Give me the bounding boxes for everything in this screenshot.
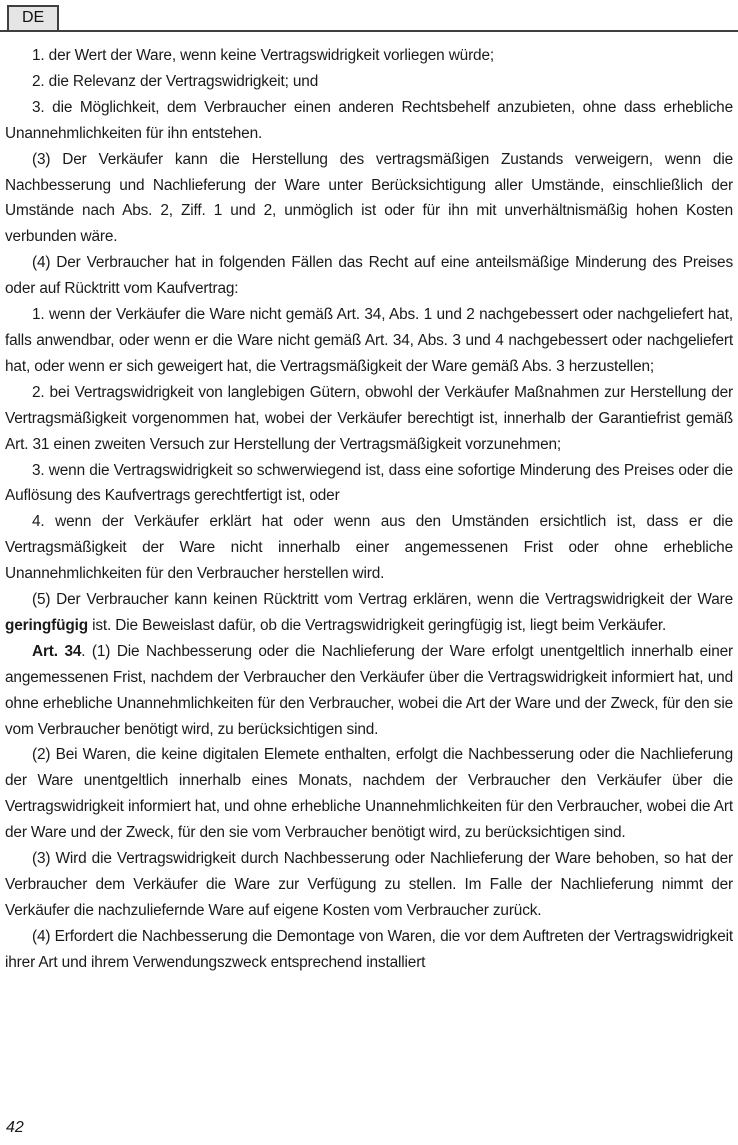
paragraph: (2) Bei Waren, die keine digitalen Elemete enthalten, erfolgt die Nachbesserung oder die Nachlieferung der Ware unentgeltlich innerhalb eines Monats, nachdem der Verbraucher den Verkäufer über die Vertragswidrigkeit informiert hat, und ohne erhebliche Unannehmlichkeiten für den Verbraucher, wobei die Art der Ware und der Zweck, für den sie vom Verbraucher benötigt wird, zu berücksichtigen sind.: [5, 746, 733, 842]
paragraph: 1. der Wert der Ware, wenn keine Vertragswidrigkeit vorliegen würde;: [32, 47, 494, 64]
document-body: [0, 32, 738, 976]
paragraph: 4. wenn der Verkäufer erklärt hat oder wenn aus den Umständen ersichtlich ist, dass er die Vertragsmäßigkeit der Ware nicht innerhalb einer angemessenen Frist oder ohne erhebliche Unannehmlichkeiten für den Verbraucher herstellen wird.: [5, 513, 733, 583]
paragraph: Art. 34. (1) Die Nachbesserung oder die Nachlieferung der Ware erfolgt unentgeltlich innerhalb einer angemessenen Frist, nachdem der Verbraucher den Verkäufer über die Vertragswidrigkeit informiert hat, und ohne erhebliche Unannehmlichkeiten für den Verbraucher, wobei die Art der Ware und der Zweck, für den sie vom Verbraucher benötigt wird, zu berücksichtigen sind.: [5, 642, 733, 738]
paragraph: (3) Der Verkäufer kann die Herstellung des vertragsmäßigen Zustands verweigern, wenn die Nachbesserung und Nachlieferung der Ware unter Berücksichtigung aller Umstände, einschließlich der Umstände nach Abs. 2, Ziff. 1 und 2, unmöglich ist oder für ihn mit unverhältnismäßig hohen Kosten verbunden wäre.: [5, 150, 733, 246]
language-tab-de[interactable]: DE: [7, 5, 59, 32]
paragraph: 3. wenn die Vertragswidrigkeit so schwerwiegend ist, dass eine sofortige Minderung des Preises oder die Auflösung des Kaufvertrags gerechtfertigt ist, oder: [5, 461, 733, 505]
paragraph: 2. bei Vertragswidrigkeit von langlebigen Gütern, obwohl der Verkäufer Maßnahmen zur Herstellung der Vertragsmäßigkeit vorgenommen hat, wobei der Verkäufer berechtigt ist, innerhalb der Garantiefrist gemäß Art. 31 einen zweiten Versuch zur Herstellung der Vertragsmäßigkeit vorzunehmen;: [5, 383, 733, 453]
page-number: 42: [6, 1119, 24, 1136]
paragraph: (4) Erfordert die Nachbesserung die Demontage von Waren, die vor dem Auftreten der Vertragswidrigkeit ihrer Art und ihrem Verwendungszweck entsprechend installiert: [5, 927, 733, 971]
paragraph: (5) Der Verbraucher kann keinen Rücktritt vom Vertrag erklären, wenn die Vertragswidrigkeit der Ware geringfügig ist. Die Beweislast dafür, ob die Vertragswidrigkeit geringfügig ist, liegt beim Verkäufer.: [5, 591, 733, 634]
paragraph: (4) Der Verbraucher hat in folgenden Fällen das Recht auf eine anteilsmäßige Minderung des Preises oder auf Rücktritt vom Kaufvertrag:: [5, 254, 733, 298]
paragraph: (3) Wird die Vertragswidrigkeit durch Nachbesserung oder Nachlieferung der Ware behoben, so hat der Verbraucher dem Verkäufer die Ware zur Verfügung zu stellen. Im Falle der Nachlieferung nimmt der Verkäufer die nachzuliefernde Ware auf eigene Kosten vom Verbraucher zurück.: [5, 850, 733, 919]
paragraph: 3. die Möglichkeit, dem Verbraucher einen anderen Rechtsbehelf anzubieten, ohne dass erhebliche Unannehmlichkeiten für ihn entstehen.: [5, 98, 733, 142]
language-tab-bar: [0, 0, 738, 32]
paragraph: 1. wenn der Verkäufer die Ware nicht gemäß Art. 34, Abs. 1 und 2 nachgebessert oder nachgeliefert hat, falls anwendbar, oder wenn er die Ware nicht gemäß Art. 34, Abs. 3 und 4 nachgebessert oder nachgeliefert hat, oder wenn er sich geweigert hat, die Vertragsmäßigkeit der Ware gemäß Abs. 3 herzustellen;: [5, 306, 733, 375]
paragraph: 2. die Relevanz der Vertragswidrigkeit; und: [32, 72, 319, 90]
